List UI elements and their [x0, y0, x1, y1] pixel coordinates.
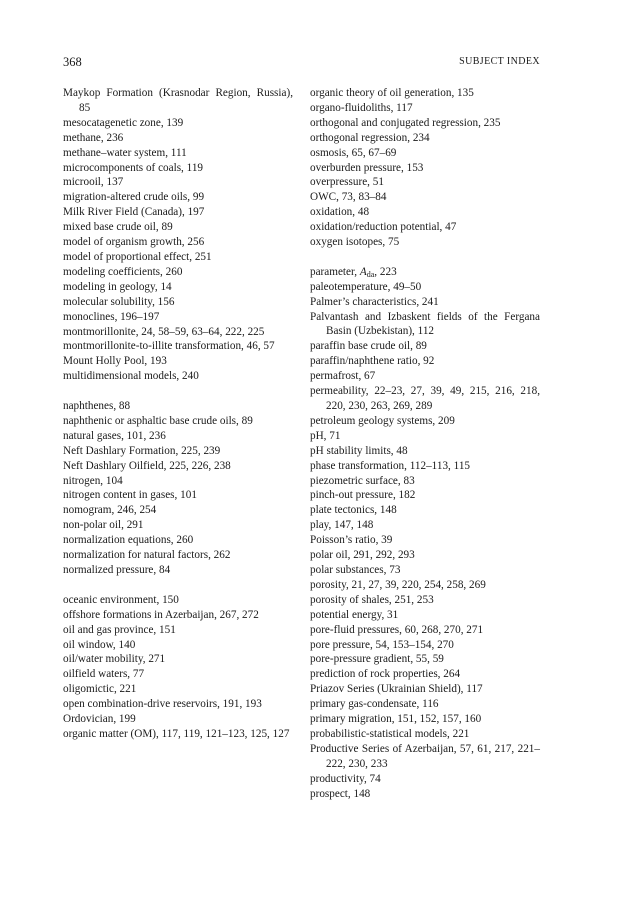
index-entry: pinch-out pressure, 182	[310, 489, 416, 502]
index-entry: microcomponents of coals, 119	[63, 161, 204, 174]
index-entry: primary migration, 151, 152, 157, 160	[310, 713, 482, 726]
index-entry: offshore formations in Azerbaijan, 267, 272	[63, 608, 259, 621]
index-entry: productivity, 74	[310, 772, 381, 785]
index-entry: phase transformation, 112–113, 115	[310, 459, 471, 472]
index-entry: mixed base crude oil, 89	[63, 221, 173, 234]
index-entry: open combination-drive reservoirs, 191, 193	[63, 698, 262, 711]
index-entry: play, 147, 148	[310, 519, 374, 532]
index-entry: Ordovician, 199	[63, 713, 136, 726]
index-entry: oligomictic, 221	[63, 683, 137, 696]
index-entry: oil/water mobility, 271	[63, 653, 166, 666]
letter-group-gap	[310, 250, 540, 265]
index-entry: oxidation/reduction potential, 47	[310, 221, 457, 234]
index-entry: naphthenes, 88	[63, 400, 131, 413]
index-entry: parameter, $A_{da}$, 223	[310, 265, 397, 279]
index-entry: nitrogen, 104	[63, 474, 123, 487]
index-entry: piezometric surface, 83	[310, 474, 415, 487]
index-entry: overpressure, 51	[310, 176, 384, 189]
index-entry: orthogonal regression, 234	[310, 131, 430, 144]
index-entry: overburden pressure, 153	[310, 161, 424, 174]
index-entry: modeling coefficients, 260	[63, 265, 183, 278]
index-entry: permafrost, 67	[310, 370, 376, 383]
index-entry: Priazov Series (Ukrainian Shield), 117	[310, 683, 483, 696]
index-entry: oil window, 140	[63, 638, 136, 651]
index-entry: porosity of shales, 251, 253	[310, 593, 434, 606]
index-entry: orthogonal and conjugated regression, 235	[310, 116, 501, 129]
page-number: 368	[63, 55, 82, 69]
index-entry: molecular solubility, 156	[63, 295, 175, 308]
letter-group-gap	[63, 384, 293, 399]
index-entry: natural gases, 101, 236	[63, 429, 166, 442]
index-entry: paraffin/naphthene ratio, 92	[310, 355, 435, 368]
index-entry: Neft Dashlary Formation, 225, 239	[63, 444, 221, 457]
index-entry: modeling in geology, 14	[63, 280, 172, 293]
index-entry: monoclines, 196–197	[63, 310, 160, 323]
index-entry: organic matter (OM), 117, 119, 121–123, 125, 127	[63, 727, 290, 740]
index-entry: normalization equations, 260	[63, 534, 194, 547]
index-entry: potential energy, 31	[310, 608, 399, 621]
index-entry: porosity, 21, 27, 39, 220, 254, 258, 269	[310, 578, 486, 591]
index-entry: Palvantash and Izbaskent fields of the Fergana Basin (Uzbekistan), 112	[310, 310, 540, 338]
index-entry: primary gas-condensate, 116	[310, 698, 439, 711]
index-entry: organic theory of oil generation, 135	[310, 87, 474, 99]
index-entry: prediction of rock properties, 264	[310, 668, 461, 681]
index-entry: polar substances, 73	[310, 563, 401, 576]
index-entry: naphthenic or asphaltic base crude oils, 89	[63, 414, 253, 427]
index-entry: Mount Holly Pool, 193	[63, 355, 167, 368]
index-entry: mesocatagenetic zone, 139	[63, 116, 184, 129]
index-entry: oxidation, 48	[310, 206, 370, 219]
index-column-right	[310, 86, 540, 801]
index-entry: probabilistic-statistical models, 221	[310, 727, 470, 740]
index-entry: pH, 71	[310, 429, 341, 442]
running-head: SUBJECT INDEX	[459, 56, 540, 67]
index-entry: pore-fluid pressures, 60, 268, 270, 271	[310, 623, 484, 636]
index-entry: Palmer’s characteristics, 241	[310, 295, 439, 308]
index-entry: migration-altered crude oils, 99	[63, 191, 205, 204]
index-entry: paraffin base crude oil, 89	[310, 340, 427, 353]
index-entry: petroleum geology systems, 209	[310, 414, 455, 427]
index-column-left	[63, 86, 293, 742]
index-entry: methane, 236	[63, 131, 124, 144]
index-entry: normalization for natural factors, 262	[63, 549, 231, 562]
letter-group-gap	[63, 578, 293, 593]
index-entry: permeability, 22–23, 27, 39, 49, 215, 216, 218, 220, 230, 263, 269, 289	[310, 385, 540, 413]
index-entry: methane–water system, 111	[63, 146, 187, 159]
index-entry: nitrogen content in gases, 101	[63, 489, 197, 502]
index-entry: model of proportional effect, 251	[63, 250, 212, 263]
index-entry: oilfield waters, 77	[63, 668, 145, 681]
index-entry: Milk River Field (Canada), 197	[63, 206, 205, 219]
index-entry: organo-fluidoliths, 117	[310, 101, 413, 114]
index-entry: montmorillonite, 24, 58–59, 63–64, 222, 225	[63, 325, 265, 338]
index-entry: plate tectonics, 148	[310, 504, 397, 517]
index-entry: multidimensional models, 240	[63, 370, 199, 383]
index-entry: paleotemperature, 49–50	[310, 280, 422, 293]
index-entry: prospect, 148	[310, 787, 371, 800]
index-entry: montmorillonite-to-illite transformation, 46, 57	[63, 340, 275, 353]
index-entry: model of organism growth, 256	[63, 236, 205, 249]
index-entry: polar oil, 291, 292, 293	[310, 549, 415, 562]
index-entry: osmosis, 65, 67–69	[310, 146, 397, 159]
index-entry: oceanic environment, 150	[63, 593, 179, 606]
index-entry: oil and gas province, 151	[63, 623, 176, 636]
index-entry: microoil, 137	[63, 176, 124, 189]
index-entry: Maykop Formation (Krasnodar Region, Russia), 85	[63, 87, 293, 114]
index-entry: pore pressure, 54, 153–154, 270	[310, 638, 454, 651]
index-entry: Neft Dashlary Oilfield, 225, 226, 238	[63, 459, 231, 472]
index-entry: OWC, 73, 83–84	[310, 191, 387, 204]
index-entry: pore-pressure gradient, 55, 59	[310, 653, 444, 666]
index-entry: Productive Series of Azerbaijan, 57, 61, 217, 221–222, 230, 233	[310, 742, 540, 770]
index-entry: Poisson’s ratio, 39	[310, 534, 393, 547]
index-entry: oxygen isotopes, 75	[310, 236, 400, 249]
index-entry: non-polar oil, 291	[63, 519, 144, 532]
index-entry: nomogram, 246, 254	[63, 504, 157, 517]
index-entry: normalized pressure, 84	[63, 563, 171, 576]
index-entry: pH stability limits, 48	[310, 444, 408, 457]
